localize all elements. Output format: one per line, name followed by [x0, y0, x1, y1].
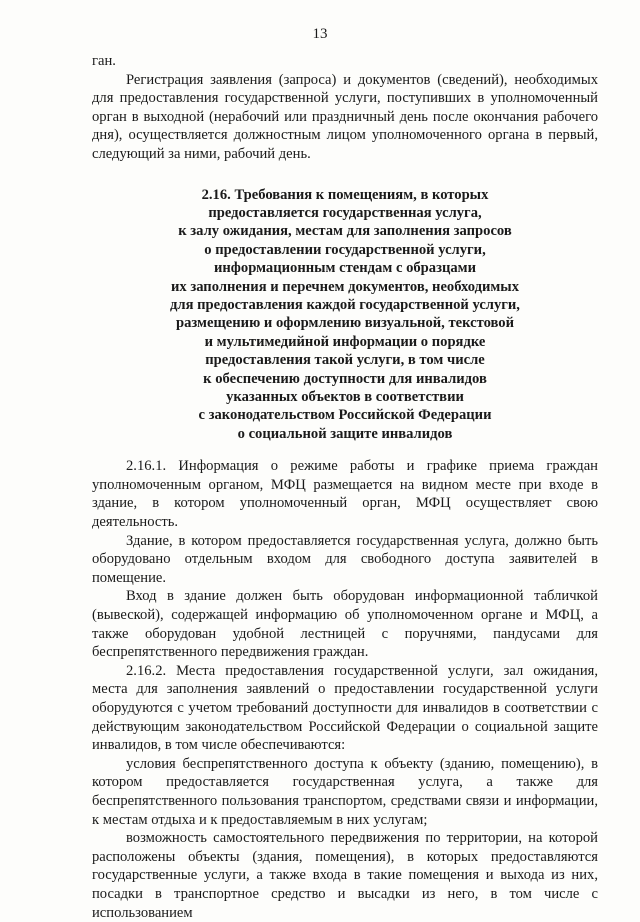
section-heading-line: о предоставлении государственной услуги,: [204, 241, 486, 258]
paragraph-building-entrance: Здание, в котором предоставляется государственная услуга, должно быть оборудовано отдельным входом для свободного доступа заявителей в помещение.: [92, 532, 598, 586]
section-heading: [92, 186, 598, 444]
section-heading-line: предоставления такой услуги, в том числе: [205, 352, 485, 369]
intro-fragment: ган.: [92, 53, 116, 69]
paragraph-2-16-1: 2.16.1. Информация о режиме работы и графике приема граждан уполномоченным органом, МФЦ размещается на видном месте при входе в здание, в котором уполномоченный орган, МФЦ осуществляет свою деятельность.: [92, 458, 598, 531]
section-heading-line: указанных объектов в соответствии: [226, 389, 464, 406]
paragraph-access-conditions: условия беспрепятственного доступа к объекту (зданию, помещению), в котором предоставляется государственная услуга, а также для беспрепятственного пользования транспортом, средствами связи и информации, к местам отдыха и к предоставляемым в них услугам;: [92, 755, 598, 828]
page-content: [92, 52, 598, 922]
paragraph-2-16-2: 2.16.2. Места предоставления государственной услуги, зал ожидания, места для заполнения заявлений о предоставлении государственной услуги оборудуются с учетом требований доступности для инвалидов в соответствии с действующим законодательством Российской Федерации о социальной защите инвалидов, в том числе обеспечиваются:: [92, 662, 598, 754]
section-heading-line: размещению и оформлению визуальной, текстовой: [175, 315, 515, 332]
section-heading-line: с законодательством Российской Федерации: [198, 407, 492, 424]
section-heading-line: к залу ожидания, местам для заполнения запросов: [178, 223, 512, 240]
section-heading-line: информационным стендам с образцами: [213, 260, 476, 277]
section-heading-line: их заполнения и перечнем документов, необходимых: [170, 278, 519, 295]
registration-paragraph: Регистрация заявления (запроса) и документов (сведений), необходимых для предоставления государственной услуги, поступивших в уполномоченный орган в выходной (нерабочий или праздничный день после окончания рабочего дня), осуществляется должностным лицом уполномоченного органа в первый, следующий за ними, рабочий день.: [92, 71, 598, 162]
section-heading-line: к обеспечению доступности для инвалидов: [203, 370, 487, 387]
section-heading-line: предоставляется государственная услуга,: [208, 204, 482, 221]
paragraph-movement-possibility: возможность самостоятельного передвижения по территории, на которой расположены объекты (здания, помещения), в которых предоставляются государственные услуги, а также входа в такие помещения и выхода из них, посадки в транспортное средство и высадки из него, в том числе с использованием: [92, 830, 598, 921]
paragraph-information-sign: Вход в здание должен быть оборудован информационной табличкой (вывеской), содержащей информацию об уполномоченном органе и МФЦ, а также оборудован удобной лестницей с поручнями, пандусами для беспрепятственного передвижения граждан.: [92, 588, 598, 661]
section-heading-line: для предоставления каждой государственной услуги,: [170, 297, 520, 313]
page-number: 13: [312, 26, 328, 42]
section-heading-line: и мультимедийной информации о порядке: [204, 333, 486, 350]
section-heading-line: о социальной защите инвалидов: [237, 425, 453, 442]
section-heading-line: 2.16. Требования к помещениям, в которых: [201, 186, 489, 203]
